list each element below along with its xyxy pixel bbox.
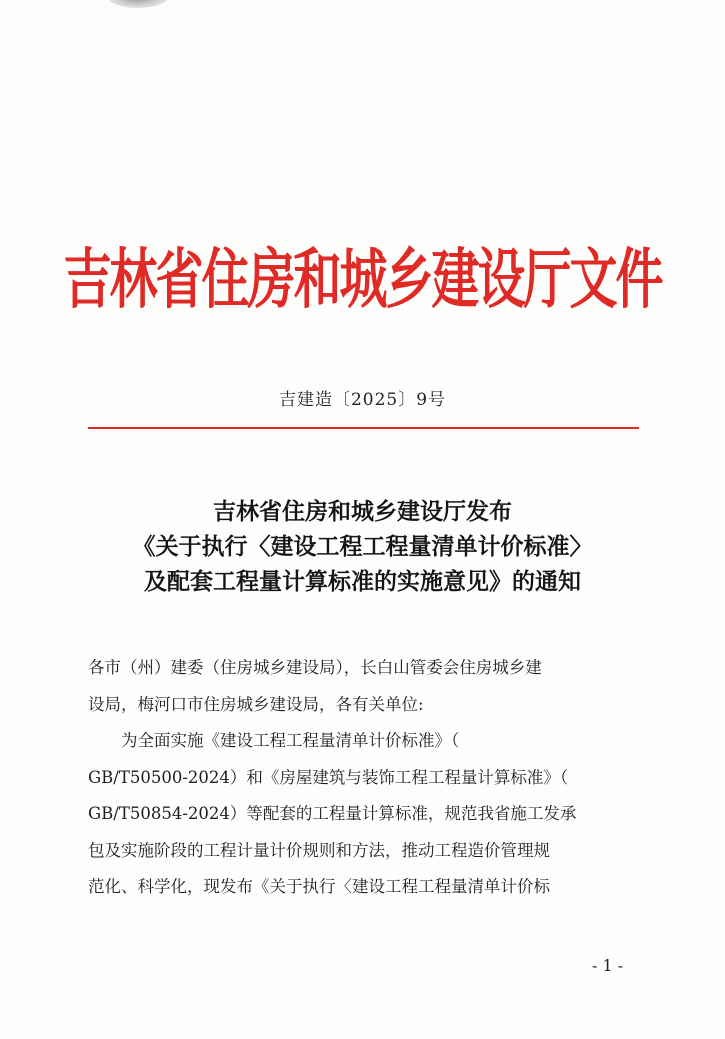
- red-separator-line: [88, 427, 639, 429]
- body-line: 范化、科学化，现发布《关于执行〈建设工程工程量清单计价标: [88, 877, 550, 896]
- body-line: 为全面实施《建设工程工程量清单计价标准》（: [88, 731, 460, 750]
- notice-title: [0, 494, 725, 599]
- notice-body: [88, 650, 640, 906]
- body-line: GB/T50854-2024）等配套的工程量计算标准，规范我省施工发承: [88, 804, 577, 823]
- title-line: 吉林省住房和城乡建设厅发布: [213, 498, 512, 525]
- body-line: 各市（州）建委（住房城乡建设局），长白山管委会住房城乡建: [88, 658, 542, 677]
- body-line: 设局，梅河口市住房城乡建设局，各有关单位:: [88, 694, 424, 714]
- title-line: 《关于执行〈建设工程工程量清单计价标准〉: [132, 533, 593, 560]
- page-number: - 1 -: [592, 956, 624, 975]
- body-line: 包及实施阶段的工程计量计价规则和方法，推动工程造价管理规: [88, 840, 550, 860]
- title-line: 及配套工程量计算标准的实施意见》的通知: [144, 568, 581, 595]
- issuer-header: 吉林省住房和城乡建设厅文件: [63, 242, 662, 318]
- body-line: GB/T50500-2024）和《房屋建筑与装饰工程工程量计算标准》（: [88, 767, 569, 787]
- scan-smudge: [108, 0, 168, 8]
- document-number: 吉建造〔2025〕9号: [278, 390, 447, 410]
